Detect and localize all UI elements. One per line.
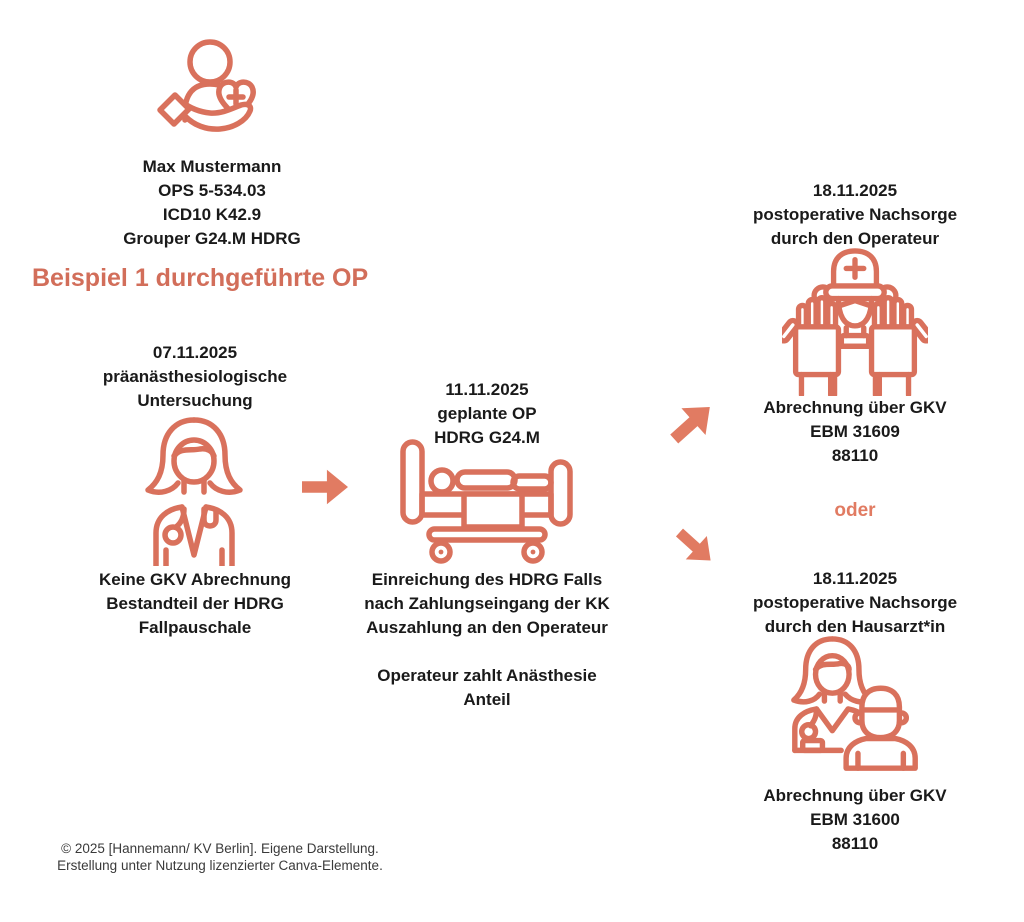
text-line: nach Zahlungseingang der KK (364, 594, 610, 613)
text-line: 88110 (831, 446, 879, 465)
text-line: Fallpauschale (138, 618, 252, 637)
patient-code-line: Max Mustermann (142, 157, 282, 176)
text-line: EBM 31609 (810, 422, 900, 441)
surgeon-icon (782, 246, 928, 396)
text-line: 88110 (831, 834, 879, 853)
text-line: Abrechnung über GKV (763, 398, 947, 417)
text-line: postoperative Nachsorge (752, 593, 958, 612)
hospital-bed-icon (400, 439, 573, 567)
branch-operateur-date (725, 179, 985, 251)
patient-code-line: Grouper G24.M HDRG (123, 229, 301, 248)
text-line: durch den Hausarzt*in (764, 617, 946, 636)
text-line: Bestandteil der HDRG (106, 594, 284, 613)
patient-care-icon (148, 36, 276, 154)
footer-line: © 2025 [Hannemann/ KV Berlin]. Eigene Darstellung. (61, 841, 379, 856)
step-op-note2 (347, 664, 627, 712)
text-line: postoperative Nachsorge (752, 205, 958, 224)
text-line: 18.11.2025 (812, 181, 898, 200)
arrow-up-right-icon (660, 391, 724, 454)
arrow-right-icon (302, 467, 348, 507)
text-line: Auszahlung an den Operateur (366, 618, 608, 637)
diagram-title: Beispiel 1 durchgeführte OP (32, 264, 369, 292)
patient-code-line: OPS 5-534.03 (158, 181, 266, 200)
arrow-down-right-icon (667, 519, 723, 575)
text-line: 07.11.2025 (152, 343, 238, 362)
text-line: EBM 31600 (810, 810, 900, 829)
text-line: präanästhesiologische (102, 367, 288, 386)
text-line: geplante OP (437, 404, 537, 423)
text-line: Abrechnung über GKV (763, 786, 947, 805)
text-line: Untersuchung (137, 391, 253, 410)
branch-hausarzt-note (735, 784, 975, 856)
branch-operateur-note (735, 396, 975, 468)
text-line: Einreichung des HDRG Falls (371, 570, 603, 589)
or-label: oder (834, 500, 876, 521)
patient-code-line: ICD10 K42.9 (162, 205, 262, 224)
text-line: Anteil (463, 690, 511, 709)
text-line: durch den Operateur (770, 229, 940, 248)
step-op-note (347, 568, 627, 640)
copyright-footer (35, 840, 405, 874)
female-doctor-icon (137, 414, 251, 566)
text-line: HDRG G24.M (434, 428, 540, 447)
doctor-with-patient-icon (779, 632, 931, 780)
footer-line: Erstellung unter Nutzung lizenzierter Canva-Elemente. (57, 858, 383, 873)
text-line: 11.11.2025 (445, 380, 529, 399)
text-line: Keine GKV Abrechnung (98, 570, 292, 589)
branch-hausarzt-date (725, 567, 985, 639)
text-line: 18.11.2025 (812, 569, 898, 588)
patient-codes (72, 155, 352, 251)
step-preop-date (65, 341, 325, 413)
text-line: Operateur zahlt Anästhesie (377, 666, 597, 685)
step-preop-note (65, 568, 325, 640)
